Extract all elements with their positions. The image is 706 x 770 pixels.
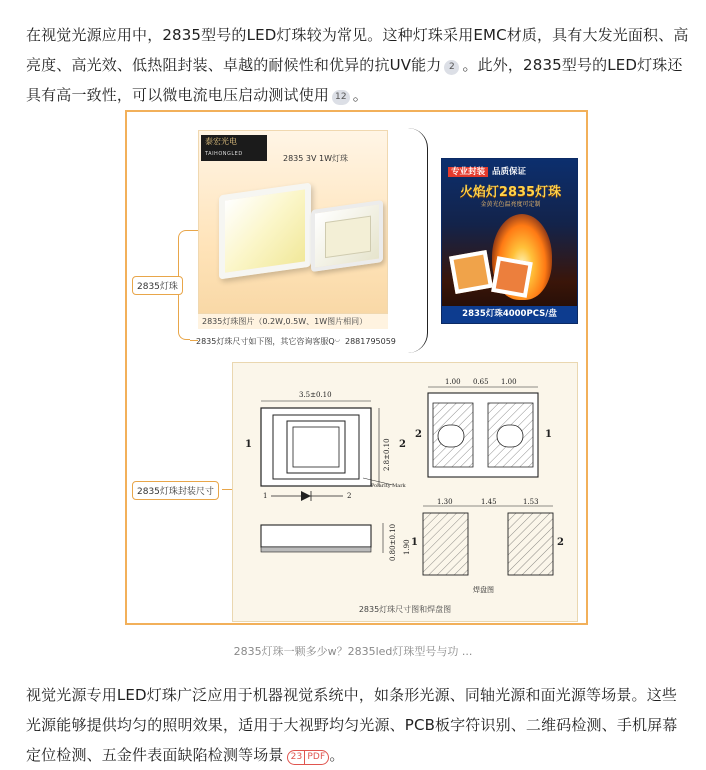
dim-pad: 1.53: [523, 498, 539, 506]
led-spec-label: 2835 3V 1W灯珠: [283, 154, 349, 163]
closing-paragraph: [26, 680, 690, 770]
pin-label: 1: [411, 537, 418, 548]
promo-bottom-label: 2835灯珠4000PCS/盘: [442, 306, 577, 323]
pin-label: 2: [415, 429, 422, 440]
pin-label: 1: [263, 492, 268, 500]
pin-label: 2: [557, 537, 564, 548]
brand-name: 泰宏光电: [205, 137, 237, 146]
pin-label: 1: [545, 429, 552, 440]
intro-paragraph: [26, 20, 690, 110]
dim-pad: 1.30: [437, 498, 453, 506]
led-product-image: [198, 130, 388, 328]
closing-text-end: 。: [329, 746, 345, 764]
image-caption-link[interactable]: 2835灯珠一颗多少w？2835led灯珠型号与功 ...: [233, 645, 473, 658]
closing-text: 视觉光源专用LED灯珠广泛应用于机器视觉系统中，如条形光源、同轴光源和面光源等场景。这些光源能够提供均匀的照明效果，适用于大视野均匀光源、PCB板字符识别、二维码检测、手机屏幕定位检测、五金件表面缺陷检测等场景: [26, 686, 678, 764]
dim-thickness: 0.80±0.10: [389, 523, 397, 561]
pdf-citation-number: 23: [290, 752, 303, 762]
led-chip-back: [311, 200, 383, 272]
dimension-drawing-svg: [233, 363, 579, 603]
product-image-caption: 2835灯珠图片（0.2W,0.5W、1W图片相同）: [198, 313, 388, 329]
mindmap-node-package: 2835灯珠封装尺寸: [132, 481, 219, 500]
dim-pad: 1.00: [501, 378, 517, 386]
mindmap-node-main: 2835灯珠: [132, 276, 183, 295]
dim-width: 3.5±0.10: [299, 391, 332, 399]
promo-banner: [441, 158, 578, 324]
size-note: [196, 336, 396, 347]
pdf-icon: PDF: [304, 751, 325, 764]
led-chip-front: [219, 183, 311, 280]
pin-label: 2: [347, 492, 352, 500]
dim-pad-height: 1.90: [403, 539, 411, 555]
qq-number: 2881795059: [345, 337, 396, 346]
dim-pad: 0.65: [473, 378, 489, 386]
dimension-drawing: [232, 362, 578, 622]
promo-tag: 专业封装: [448, 167, 488, 177]
polarity-mark-label: Polarity Mark: [371, 483, 406, 489]
qq-icon: ◡: [334, 336, 340, 343]
brand-logo: [201, 135, 267, 161]
pad-diagram-label: 焊盘图: [473, 586, 494, 594]
intro-text-middle: 。此外，2835型号的LED灯珠还具有高一致性，可以微电流电压启动测试使用: [26, 56, 683, 104]
intro-text: 在视觉光源应用中，2835型号的LED灯珠较为常见。这种灯珠采用EMC材质，具有大发光面积、高亮度、高光效、低热阻封装、卓越的耐候性和优异的抗UV能力: [26, 26, 689, 74]
mindmap-connector: [222, 489, 232, 490]
brace-divider: [408, 128, 428, 353]
size-note-text: 2835灯珠尺寸如下图，其它咨询客服Q: [196, 337, 335, 346]
led-chip-orange: [449, 250, 493, 294]
dim-pad: 1.45: [481, 498, 497, 506]
brand-name-en: TAIHONGLED: [205, 151, 243, 157]
promo-tags: [448, 165, 526, 177]
citation-badge[interactable]: 2: [444, 60, 459, 75]
intro-text-end: 。: [352, 86, 368, 104]
citation-badge[interactable]: 12: [332, 90, 350, 105]
mindmap-connector: [190, 230, 198, 231]
pin-label: 1: [245, 439, 252, 450]
promo-title: 火焰灯2835灯珠: [459, 185, 562, 200]
led-chip-orange: [491, 256, 533, 298]
promo-subtitle: 金黄光色温亮度可定制: [480, 201, 541, 208]
dim-height: 2.8±0.10: [383, 438, 391, 471]
promo-tag2: 品质保证: [492, 167, 527, 177]
dim-pad: 1.00: [445, 378, 461, 386]
drawing-caption: 2835灯珠尺寸图和焊盘图: [358, 605, 452, 614]
pin-label: 2: [399, 439, 406, 450]
